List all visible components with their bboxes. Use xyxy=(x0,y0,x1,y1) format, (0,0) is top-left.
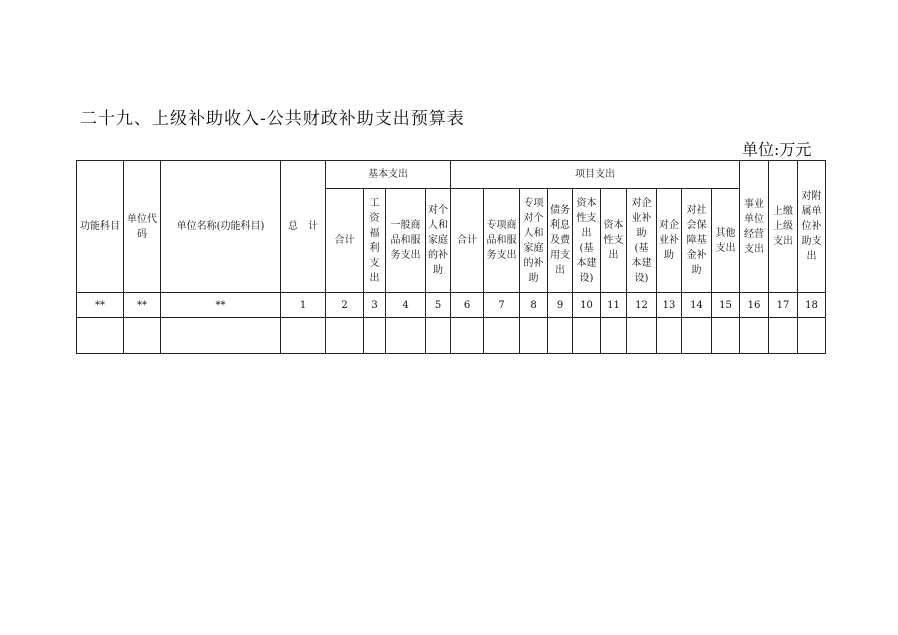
empty-cell xyxy=(364,318,386,354)
header-project-enterprise-aid: 对企业补助 xyxy=(657,189,682,293)
empty-cell xyxy=(484,318,520,354)
header-project-enterprise-construction: 对企业补助(基本建设) xyxy=(627,189,657,293)
empty-data-row xyxy=(77,318,826,354)
header-project-goods-services: 专项商品和服务支出 xyxy=(484,189,520,293)
empty-cell xyxy=(682,318,712,354)
empty-cell xyxy=(124,318,161,354)
index-cell: 14 xyxy=(682,293,712,318)
header-business-expense: 事业单位经营支出 xyxy=(740,161,769,293)
index-cell: 7 xyxy=(484,293,520,318)
empty-cell xyxy=(740,318,769,354)
header-project-individual-aid: 专项对个人和家庭的补助 xyxy=(520,189,548,293)
index-cell: 9 xyxy=(548,293,573,318)
header-basic-goods-services: 一般商品和服务支出 xyxy=(386,189,426,293)
empty-cell xyxy=(627,318,657,354)
header-basic-individual-aid: 对个人和家庭的补助 xyxy=(426,189,451,293)
index-cell: 4 xyxy=(386,293,426,318)
header-project-expense: 项目支出 xyxy=(451,161,740,189)
header-project-capital-construction: 资本性支出(基本建设) xyxy=(573,189,601,293)
empty-cell xyxy=(601,318,627,354)
index-cell: 3 xyxy=(364,293,386,318)
header-project-social-security: 对社会保障基金补助 xyxy=(682,189,712,293)
budget-table xyxy=(76,160,826,354)
header-project-other: 其他支出 xyxy=(712,189,740,293)
index-cell: 11 xyxy=(601,293,627,318)
empty-cell xyxy=(386,318,426,354)
header-basic-expense: 基本支出 xyxy=(326,161,451,189)
index-cell: 1 xyxy=(281,293,326,318)
empty-cell xyxy=(520,318,548,354)
index-row xyxy=(77,293,826,318)
header-unit-code: 单位代码 xyxy=(124,161,161,293)
index-cell: 17 xyxy=(769,293,798,318)
index-cell: 5 xyxy=(426,293,451,318)
header-project-total: 合计 xyxy=(451,189,484,293)
index-cell: ** xyxy=(124,293,161,318)
empty-cell xyxy=(712,318,740,354)
index-cell: 16 xyxy=(740,293,769,318)
index-cell: 15 xyxy=(712,293,740,318)
empty-cell xyxy=(326,318,364,354)
index-cell: 2 xyxy=(326,293,364,318)
index-cell: 6 xyxy=(451,293,484,318)
empty-cell xyxy=(798,318,826,354)
empty-cell xyxy=(426,318,451,354)
header-total: 总 计 xyxy=(281,161,326,293)
index-cell: 10 xyxy=(573,293,601,318)
unit-label: 单位:万元 xyxy=(742,140,812,159)
index-cell: ** xyxy=(77,293,124,318)
index-cell: ** xyxy=(161,293,281,318)
header-project-debt-interest: 债务利息及费用支出 xyxy=(548,189,573,293)
empty-cell xyxy=(161,318,281,354)
header-subsidiary-aid: 对附属单位补助支出 xyxy=(798,161,826,293)
header-unit-name: 单位名称(功能科目) xyxy=(161,161,281,293)
empty-cell xyxy=(657,318,682,354)
empty-cell xyxy=(573,318,601,354)
index-cell: 18 xyxy=(798,293,826,318)
empty-cell xyxy=(769,318,798,354)
header-payment-upper: 上缴上级支出 xyxy=(769,161,798,293)
empty-cell xyxy=(281,318,326,354)
index-cell: 13 xyxy=(657,293,682,318)
index-cell: 12 xyxy=(627,293,657,318)
index-cell: 8 xyxy=(520,293,548,318)
empty-cell xyxy=(548,318,573,354)
header-basic-salary: 工资福利支出 xyxy=(364,189,386,293)
page-title: 二十九、上级补助收入-公共财政补助支出预算表 xyxy=(80,109,465,129)
empty-cell xyxy=(451,318,484,354)
header-project-capital: 资本性支出 xyxy=(601,189,627,293)
header-func-subject: 功能科目 xyxy=(77,161,124,293)
header-basic-total: 合计 xyxy=(326,189,364,293)
empty-cell xyxy=(77,318,124,354)
